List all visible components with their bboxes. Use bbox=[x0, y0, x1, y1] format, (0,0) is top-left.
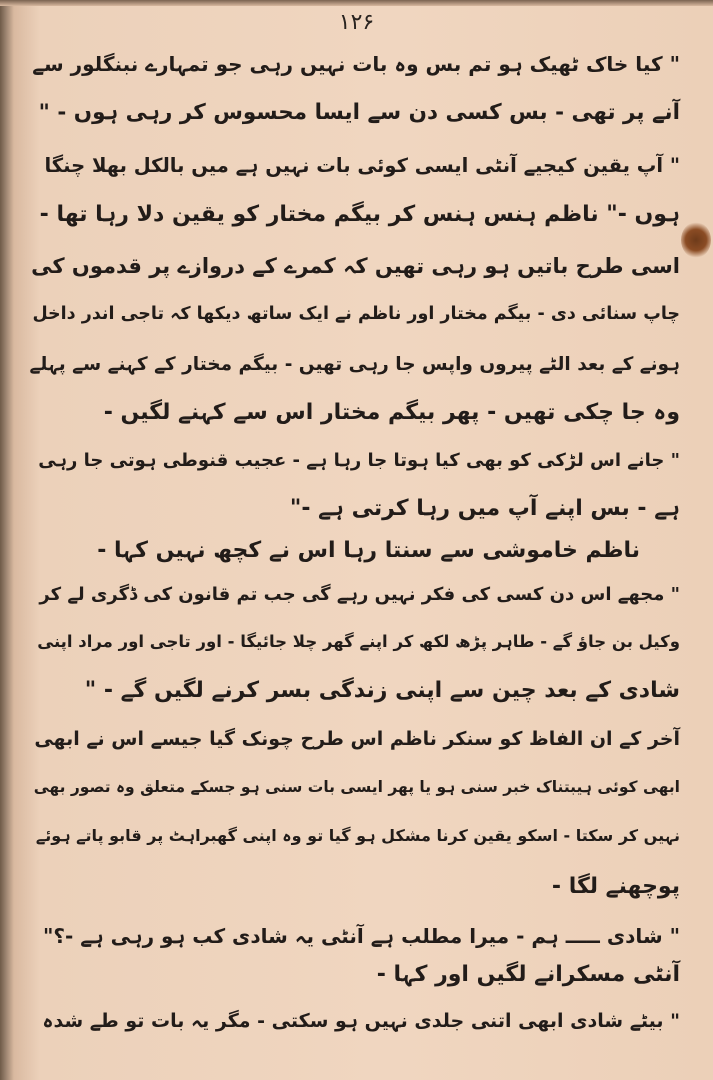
text-line: ہوں -" ناظم ہنس ہنس کر بیگم مختار کو یقین دلا رہا تھا - bbox=[39, 202, 680, 227]
page-top-edge bbox=[0, 0, 713, 6]
text-line: " کیا خاک ٹھیک ہو تم بس وہ بات نہیں رہی جو تمہارے نبنگلور سے bbox=[32, 52, 680, 76]
text-line: ہونے کے بعد الٹے پیروں واپس جا رہی تھیں - بیگم مختار کے کہنے سے پہلے bbox=[29, 354, 680, 375]
text-line: آنٹی مسکرانے لگیں اور کہا - bbox=[376, 962, 680, 987]
text-line: وہ جا چکی تھیں - پھر بیگم مختار اس سے کہنے لگیں - bbox=[103, 400, 680, 425]
text-line: ہے - بس اپنے آپ میں رہا کرتی ہے -" bbox=[289, 496, 680, 521]
text-line: نہیں کر سکتا - اسکو یقین کرنا مشکل ہو گیا تو وہ اپنی گھبراہٹ پر قابو پاتے ہوئے bbox=[35, 826, 680, 845]
text-line: شادی کے بعد چین سے اپنی زندگی بسر کرنے لگیں گے - " bbox=[84, 678, 680, 703]
text-line: " شادی ـــــ ہم - میرا مطلب ہے آنٹی یہ شادی کب ہو رہی ہے -؟" bbox=[42, 924, 680, 948]
text-line: ناظم خاموشی سے سنتا رہا اس نے کچھ نہیں کہا - bbox=[97, 538, 640, 563]
text-line: وکیل بن جاؤ گے - طاہر پڑھ لکھ کر اپنے گھر چلا جائیگا - اور تاجی اور مراد اپنی bbox=[37, 632, 680, 651]
text-line: " مجھے اس دن کسی کی فکر نہیں رہے گی جب تم قانون کی ڈگری لے کر bbox=[39, 584, 680, 605]
text-line: اسی طرح باتیں ہو رہی تھیں کہ کمرے کے دروازے پر قدموں کی bbox=[31, 254, 680, 278]
text-line: " بیٹے شادی ابھی اتنی جلدی نہیں ہو سکتی - مگر یہ بات تو طے شدہ bbox=[42, 1010, 680, 1032]
text-line: آنے پر تھی - بس کسی دن سے ایسا محسوس کر رہی ہوں - " bbox=[38, 100, 680, 125]
text-line: آخر کے ان الفاظ کو سنکر ناظم اس طرح چونک گیا جیسے اس نے ابھی bbox=[34, 728, 680, 750]
page-number: ۱۲۶ bbox=[338, 10, 375, 35]
text-line: چاپ سنائی دی - بیگم مختار اور ناظم نے ایک ساتھ دیکھا کہ تاجی اندر داخل bbox=[32, 304, 680, 324]
ink-stain bbox=[681, 222, 711, 258]
text-line: پوچھنے لگا - bbox=[551, 874, 680, 899]
text-line: " آپ یقین کیجیے آنٹی ایسی کوئی بات نہیں ہے میں بالکل بھلا چنگا bbox=[44, 154, 680, 177]
text-line: ابھی کوئی ہیبتناک خبر سنی ہو یا پھر ایسی بات سنی ہو جسکے متعلق وہ تصور بھی bbox=[33, 778, 680, 796]
text-line: " جانے اس لڑکی کو بھی کیا ہوتا جا رہا ہے - عجیب قنوطی ہوتی جا رہی bbox=[38, 450, 680, 471]
